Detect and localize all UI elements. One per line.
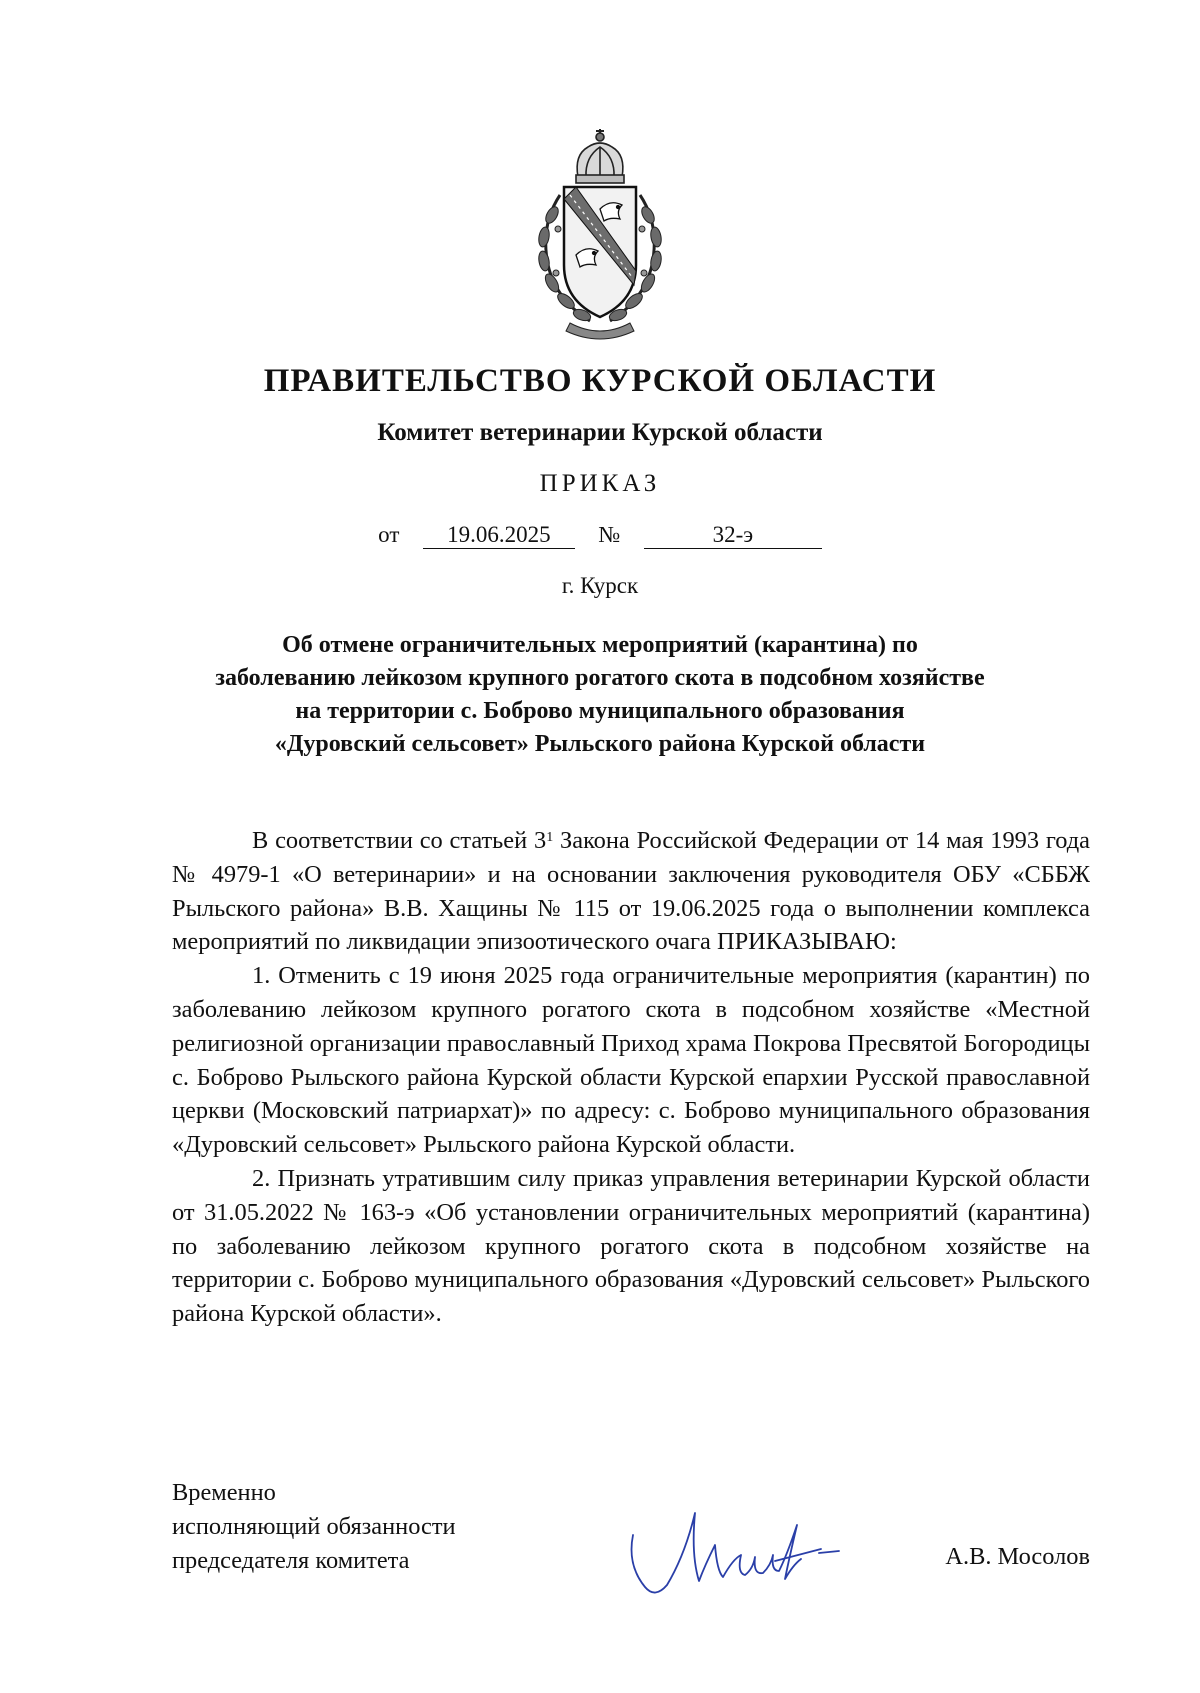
intro-text-rest: Закона Российской Федерации от 14 мая 1993 года № 4979-1 «О ветеринарии» и на основании заключения руководителя ОБУ «СББЖ Рыльского района» В.В. Хащины № 115 от 19.06.2025 года о выполнении комплекса мероприятий по ликвидации эпизоотического очага ПРИКАЗЫВАЮ:: [172, 827, 1090, 956]
position-line: председателя комитета: [172, 1546, 410, 1574]
order-subject: [0, 629, 1200, 761]
position-line: Временно: [172, 1479, 276, 1506]
order-date-number-line: [0, 522, 1200, 549]
issue-city: г. Курск: [561, 573, 639, 598]
subject-line: «Дуровский сельсовет» Рыльского района Курской области: [274, 731, 926, 757]
coat-of-arms-icon: [530, 125, 670, 343]
subject-line: Об отмене ограничительных мероприятий (карантина) по: [282, 632, 918, 658]
signer-name: А.В. Мосолов: [945, 1543, 1090, 1570]
document-type: ПРИКАЗ: [539, 470, 661, 497]
government-title: ПРАВИТЕЛЬСТВО КУРСКОЙ ОБЛАСТИ: [263, 363, 937, 399]
order-body: [172, 824, 1090, 1331]
order-item-1: 1. Отменить с 19 июня 2025 года ограничительные мероприятия (карантин) по заболеванию лейкозом крупного рогатого скота в подсобном хозяйстве «Местной религиозной организации православный Приход храма Покрова Пресвятой Богородицы с. Боброво Рыльского района Курской области Курской епархии Русской православной церкви (Московский патриархат)» по адресу: с. Боброво муниципального образования «Дуровский сельсовет» Рыльского района Курской области.: [172, 962, 1090, 1159]
order-number: 32-э: [644, 522, 822, 549]
number-sign: №: [598, 522, 621, 547]
date-prefix: от: [378, 522, 400, 547]
article-superscript: 1: [546, 830, 554, 845]
intro-text-start: В соответствии со статьей 3: [252, 827, 547, 854]
subject-line: на территории с. Боброво муниципального образования: [295, 698, 905, 724]
position-line: исполняющий обязанности: [172, 1512, 456, 1540]
signer-position: [172, 1476, 456, 1577]
order-item-2: 2. Признать утратившим силу приказ управления ветеринарии Курской области от 31.05.2022 № 163-э «Об установлении ограничительных мероприятий (карантина) по заболеванию лейкозом крупного рогатого скота в подсобном хозяйстве на территории с. Боброво муниципального образования «Дуровский сельсовет» Рыльского района Курской области».: [172, 1164, 1090, 1328]
intro-paragraph: [172, 824, 1090, 959]
order-date: 19.06.2025: [423, 522, 575, 549]
committee-name: Комитет ветеринарии Курской области: [377, 419, 823, 446]
subject-line: заболеванию лейкозом крупного рогатого скота в подсобном хозяйстве: [215, 665, 985, 691]
handwritten-signature-icon: [625, 1495, 855, 1605]
